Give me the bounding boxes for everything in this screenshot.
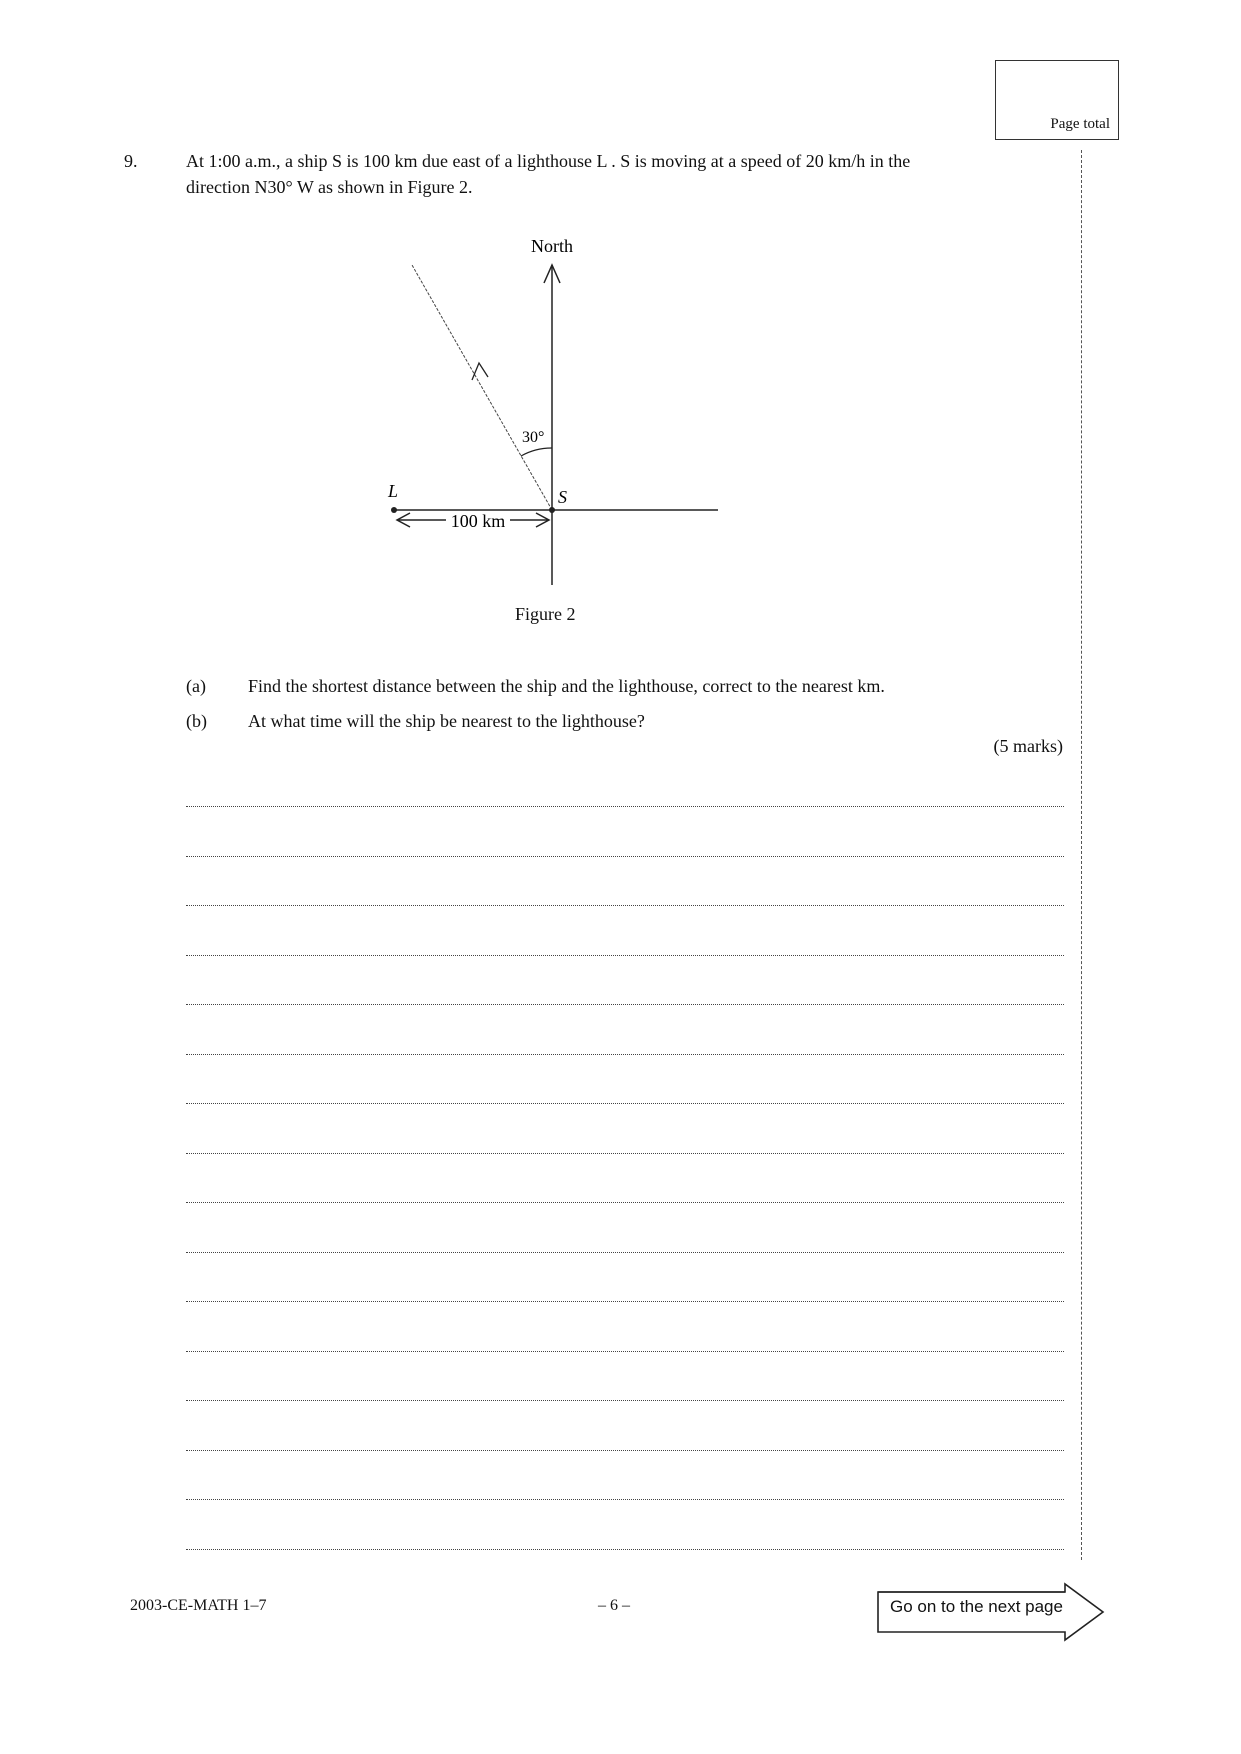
question-number: 9. (124, 151, 138, 171)
angle-arc (521, 448, 552, 456)
answer-line[interactable] (186, 955, 1064, 956)
next-page-label: Go on to the next page (890, 1597, 1063, 1616)
part-b-text: At what time will the ship be nearest to the lighthouse? (248, 711, 645, 731)
paper-code: 2003-CE-MATH 1–7 (130, 1597, 267, 1614)
part-b-label: (b) (186, 711, 207, 731)
page-number: – 6 – (598, 1597, 630, 1614)
distance-label: 100 km (450, 511, 506, 531)
ship-label: S (558, 487, 567, 507)
answer-line[interactable] (186, 1301, 1064, 1302)
question-text-line1: At 1:00 a.m., a ship S is 100 km due east of a lighthouse L . S is moving at a speed of 20 km/h in the (186, 151, 911, 171)
answer-line[interactable] (186, 1153, 1064, 1154)
margin-rule (1081, 150, 1082, 1560)
figure-2-diagram (370, 230, 730, 590)
ship-point (549, 507, 555, 513)
part-a-text: Find the shortest distance between the ship and the lighthouse, correct to the nearest km. (248, 676, 885, 696)
lighthouse-label: L (388, 481, 399, 501)
answer-line[interactable] (186, 1549, 1064, 1550)
answer-line[interactable] (186, 1202, 1064, 1203)
lighthouse-point (391, 507, 397, 513)
next-page-indicator (875, 1582, 1115, 1647)
course-line (412, 265, 552, 510)
course-arrowhead (472, 363, 488, 380)
figure-caption: Figure 2 (515, 604, 576, 624)
marks-label: (5 marks) (993, 736, 1063, 756)
answer-line[interactable] (186, 1054, 1064, 1055)
question-text-line2: direction N30° W as shown in Figure 2. (186, 177, 473, 197)
page-total-box (995, 60, 1119, 140)
answer-line[interactable] (186, 1004, 1064, 1005)
page-total-label: Page total (1050, 116, 1110, 132)
answer-line[interactable] (186, 1400, 1064, 1401)
answer-line[interactable] (186, 1499, 1064, 1500)
answer-line[interactable] (186, 806, 1064, 807)
answer-line[interactable] (186, 905, 1064, 906)
answer-line[interactable] (186, 1103, 1064, 1104)
angle-label: 30° (522, 429, 545, 446)
answer-line[interactable] (186, 1450, 1064, 1451)
answer-area[interactable] (186, 806, 1064, 1598)
part-a-label: (a) (186, 676, 206, 696)
answer-line[interactable] (186, 1252, 1064, 1253)
north-label: North (531, 236, 573, 256)
answer-line[interactable] (186, 856, 1064, 857)
answer-line[interactable] (186, 1351, 1064, 1352)
